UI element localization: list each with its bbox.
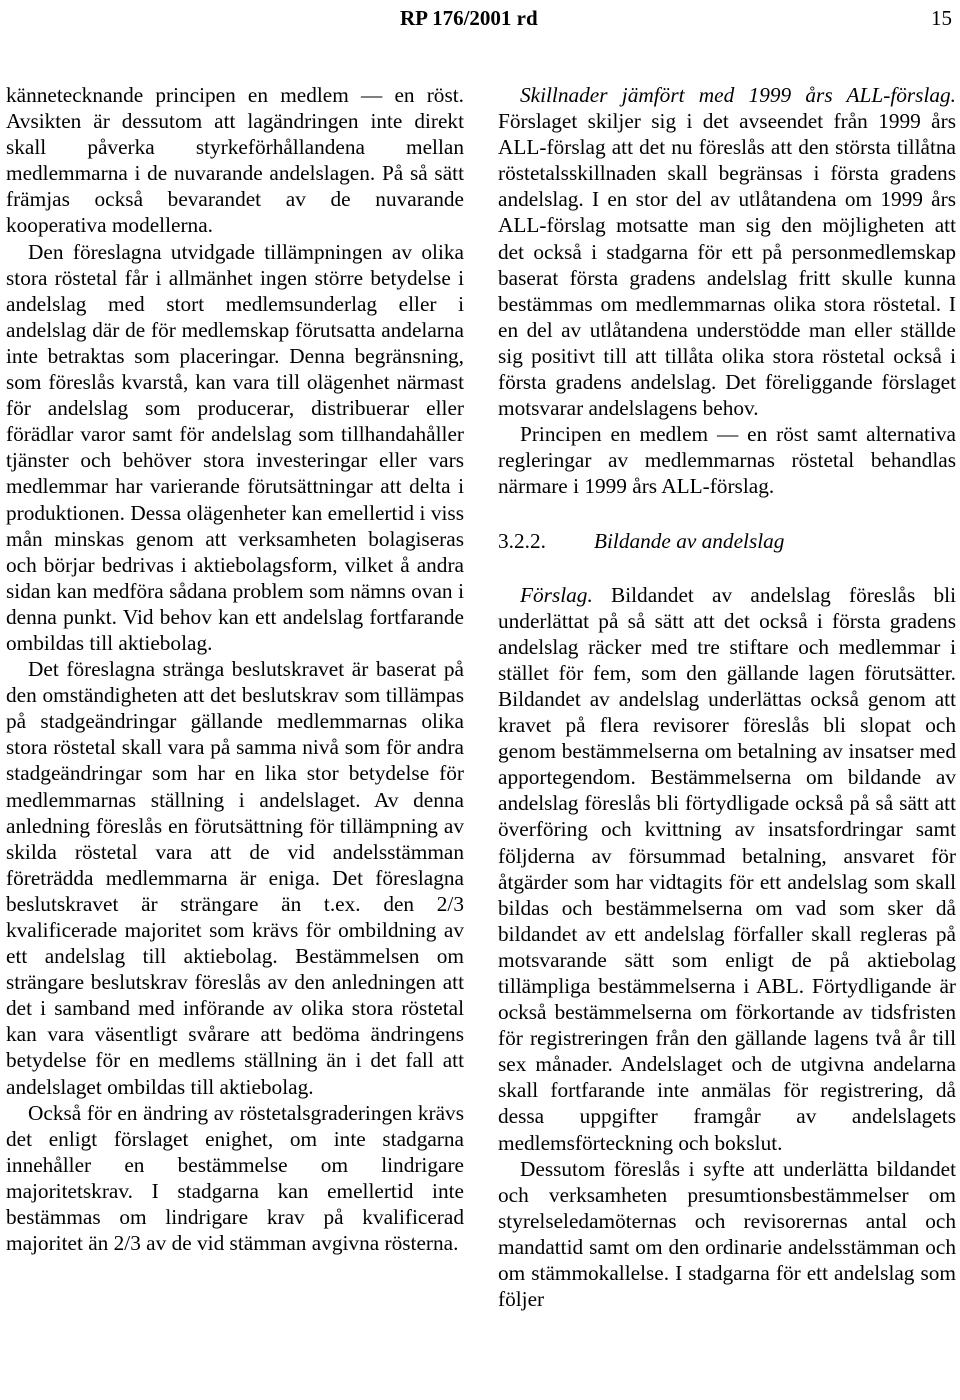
left-column (6, 82, 464, 1256)
run-in-heading: Skillnader jämfört med 1999 års ALL-förslag. (520, 83, 956, 107)
section-heading (498, 528, 956, 554)
document-reference: RP 176/2001 rd (400, 6, 538, 30)
paragraph (498, 82, 956, 421)
run-in-heading: Förslag. (520, 582, 593, 607)
paragraph-text: Bildandet av andelslag föreslås bli underlättat på så sätt att det också i första gradens andelslag räcker med tre stiftare och medlemmar i stället för fem, som den gällande lagen förutsätter. Bildandet av andelslag underlättas också genom att kravet på flera revisorer föreslås bli slopat och genom bestämmelserna om betalning av insatser med apportegendom. Bestämmelserna om bildande av andelslag föreslås bli förtydligade också på så sätt att överföring och kvittning av insatsfordringar samt följderna av försummad betalning, ansvaret för åtgärder som har vidtagits för ett andelslag som skall bildas och bestämmelserna om vad som sker då bildandet av ett andelslag förfaller skall regleras på motsvarande sätt som enligt de på aktiebolag tillämpliga bestämmelserna i ABL. Förtydligande är också bestämmelserna om förkortande av tidsfristen för registreringen från den gällande lagens två år till sex månader. Andelslaget och de utgivna andelarna skall fortfarande inte anmälas för registrering, då dessa uppgifter framgår av andelslagets medlemsförteckning och bokslut. (498, 582, 956, 1155)
paragraph-text: Förslaget skiljer sig i det avseendet från 1999 års ALL-förslag att det nu föreslås att den största tillåtna röstetalsskillnaden skall begränsas i första gradens andelslag. I en stor del av utlåtandena om 1999 års ALL-förslag motsatte man sig den möjligheten att det också i stadgarna för ett på personmedlemskap baserat första gradens andelslag fritt skulle kunna bestämmas om medlemmarnas olika stora röstetal. I en del av utlåtandena understödde man eller ställde sig positivt till att tillåta olika stora röstetal också i första gradens andelslag. Det föreliggande förslaget motsvarar andelslagens behov. (498, 109, 956, 421)
paragraph: Principen en medlem — en röst samt alternativa regleringar av medlemmarnas röstetal behandlas närmare i 1999 års ALL-förslag. (498, 422, 956, 499)
right-column (498, 82, 956, 1312)
paragraph: Det föreslagna stränga beslutskravet är baserat på den omständigheten att det beslutskrav som tillämpas på stadgeändringar gällande medlemmarnas olika stora röstetal skall vara på samma nivå som för andra stadgeändringar som har en lika stor betydelse för medlemmarnas ställning i andelslaget. Av denna anledning föreslås en förutsättning för tillämpning av skilda röstetal vara att de vid andelsstämman företrädda medlemmarna är eniga. Det föreslagna beslutskravet är strängare än t.ex. den 2/3 kvalificerade majoritet som krävs för ombildning av ett andelslag till aktiebolag. Bestämmelsen om strängare beslutskrav föreslås av den anledningen att det i samband med införande av olika stora röstetal kan vara väsentligt svårare att bedöma ändringens betydelse för en medlems ställning än i det fall att andelslaget ombildas till aktiebolag. (6, 657, 464, 1099)
page-number: 15 (931, 6, 952, 30)
section-number: 3.2.2. (498, 528, 546, 553)
paragraph (498, 582, 956, 1156)
section-title: Bildande av andelslag (594, 528, 785, 553)
paragraph: Också för en ändring av röstetalsgraderingen krävs det enligt förslaget enighet, om inte stadgarna innehåller en bestämmelse om lindrigare majoritetskrav. I stadgarna kan emellertid inte bestämmas om lindrigare krav på kvalificerad majoritet än 2/3 av de vid stämman avgivna rösterna. (6, 1100, 464, 1256)
paragraph: Dessutom föreslås i syfte att underlätta bildandet och verksamheten presumtionsbestämmelser om styrelseledamöternas och revisorernas antal och mandattid samt om den ordinarie andelsstämman och om stämmokallelse. I stadgarna för ett andelslag som följer (498, 1156, 956, 1312)
page-header (0, 6, 960, 30)
paragraph: kännetecknande principen en medlem — en röst. Avsikten är dessutom att lagändringen inte direkt skall påverka styrkeförhållandena mellan medlemmarna i de nuvarande andelslagen. På så sätt främjas också bevarandet av de nuvarande kooperativa modellerna. (6, 83, 464, 238)
paragraph: Den föreslagna utvidgade tillämpningen av olika stora röstetal får i allmänhet ingen större betydelse i andelslag med stort medlemsunderlag eller i andelslag där de för medlemskap förutsatta andelarna inte betraktas som placeringar. Denna begränsning, som föreslås kvarstå, kan vara till olägenhet närmast för andelslag som producerar, distribuerar eller förädlar varor samt för andelslag som tillhandahåller tjänster och behöver stora investeringar eller vars medlemmar har varierande förutsättningar att delta i produktionen. Dessa olägenheter kan emellertid i viss mån minskas genom att verksamheten bolagiseras och börjar bedrivas i aktiebolagsform, vilket å andra sidan kan medföra sådana problem som nämns ovan i denna punkt. Vid behov kan ett andelslag fortfarande ombildas till aktiebolag. (6, 239, 464, 655)
